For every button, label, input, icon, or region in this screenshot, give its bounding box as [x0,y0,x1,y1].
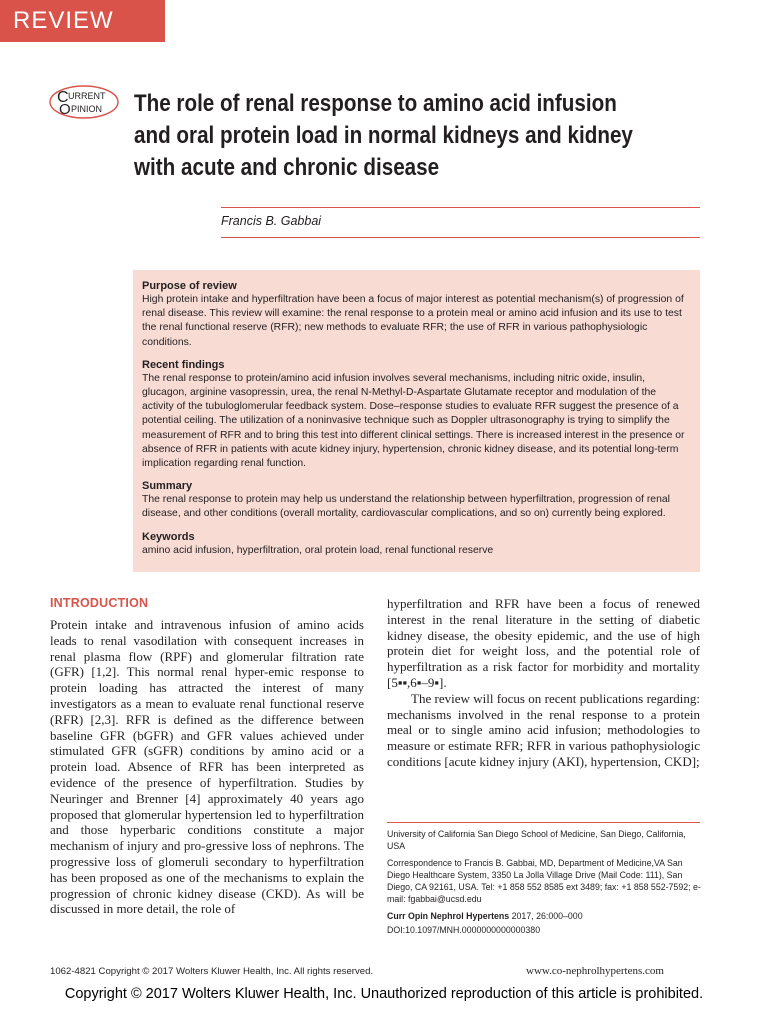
section-tab: REVIEW [0,0,165,42]
journal-volume: 2017, 26:000–000 [509,911,583,921]
affiliation-block [387,828,705,941]
keywords-heading: Keywords [142,530,195,543]
affiliation-divider [387,822,700,823]
purpose-text: High protein intake and hyperfiltration have been a focus of major interest as potential mechanism(s) of progression of renal disease. This review will examine: the renal response to a protein meal or amino acid infusion and its use to test the renal functional reserve (RFR); new methods to evaluate RFR; the use of RFR in various pathophysiologic conditions. [142,294,684,348]
purpose-heading: Purpose of review [142,280,237,292]
body-column-right [387,596,700,770]
journal-citation [387,910,705,922]
body-paragraph: hyperfiltration and RFR have been a focus of renewed interest in the renal literature in the setting of diabetic kidney disease, the obesity epidemic, and the use of high protein diet for weight loss, and the potential role of hyperfiltration as a risk factor for morbidity and mortality [5▪▪,6▪–9▪]. [387,596,700,690]
introduction-heading: INTRODUCTION [50,596,149,610]
logo-word-urrent: URRENT [68,91,106,101]
footer-issn: 1062-4821 Copyright © 2017 Wolters Kluwer Health, Inc. All rights reserved. [50,966,374,977]
logo-word-pinion: PINION [71,104,103,114]
footer-website[interactable]: www.co-nephrolhypertens.com [526,965,664,977]
institution: University of California San Diego School of Medicine, San Diego, California, USA [387,829,686,851]
copyright-notice: Copyright © 2017 Wolters Kluwer Health, Inc. Unauthorized reproduction of this article is prohibited. [64,986,704,1002]
journal-name: Curr Opin Nephrol Hypertens [387,911,510,921]
title-divider [221,207,700,208]
abstract-box [133,270,700,572]
doi: DOI:10.1097/MNH.0000000000000380 [387,925,541,935]
title-line: The role of renal response to amino acid infusion [134,90,617,117]
correspondence: Correspondence to Francis B. Gabbai, MD, Department of Medicine,VA San Diego Healthcare System, 3350 La Jolla Village Drive (Mail Code: 111), San Diego, CA 92161, USA. Tel: +1 858 552 8585 ext 3489; fax: +1 858 552-7592; e-mail: fgabbai@ucsd.edu [387,858,701,904]
logo-letter-c: C [57,89,69,106]
logo-letter-o: O [59,101,71,118]
body-paragraph: The review will focus on recent publications regarding: mechanisms involved in the renal response to a protein meal or to single amino acid infusion; methodologies to measure or estimate RFR; RFR in various pathophysiologic conditions [acute kidney injury (AKI), hypertension, CKD]; [387,690,700,769]
findings-heading: Recent findings [142,358,225,371]
findings-text: The renal response to protein/amino acid infusion involves several mechanisms, including nitric oxide, insulin, glucagon, arginine vasopressin, urea, the renal N-Methyl-D-Aspartate Glutamate receptor and modulation of the activity of the tubuloglomerular feedback system. Dose–response studies to evaluate RFR suggest the presence of a potential ceiling. The utilization of a noninvasive technique such as Doppler ultrasonography is trying to simplify the measurement of RFR and to bring this test into different clinical settings. There is increased interest in the presence or absence of RFR in patients with acute kidney injury, hypertension, chronic kidney disease, and its potential long-term implication regarding renal function. [142,372,685,470]
body-column-left [50,617,364,917]
summary-heading: Summary [142,480,193,493]
body-paragraph: Protein intake and intravenous infusion of amino acids leads to renal vasodilation with consequent increases in renal plasma flow (RPF) and glomerular filtration rate (GFR) [1,2]. This normal renal hyper-emic response to protein loading has attracted the interest of many investigators as a mean to evaluate renal functional reserve (RFR) [2,3]. RFR is defined as the difference between baseline GFR (bGFR) and GFR values achieved under stimulated GFR (sGFR) conditions by amino acid or a protein load. Absence of RFR has been interpreted as evidence of the presence of hyperfiltration. Studies by Neuringer and Brenner [4] approximately 40 years ago proposed that glomerular hypertension led to hyperfiltration and those hyperbaric conditions constitute a major mechanism of injury and pro-gressive loss of nephrons. The progressive loss of glomeruli secondary to hyperfiltration has been proposed as one of the mechanisms to explain the progression of chronic kidney disease (CKD). As will be discussed in more detail, the role of [50,617,364,917]
author-divider [221,237,700,238]
keywords-text: amino acid infusion, hyperfiltration, oral protein load, renal functional reserve [142,544,494,556]
current-opinion-logo [48,84,120,120]
author-name: Francis B. Gabbai [221,214,322,228]
title-line: and oral protein load in normal kidneys and kidney [134,122,633,149]
summary-text: The renal response to protein may help us understand the relationship between hyperfiltration, progression of renal disease, and other conditions (overall mortality, cardiovascular complications, and so on) currently being explored. [142,494,670,520]
title-line: with acute and chronic disease [134,154,440,181]
article-title [134,88,641,184]
